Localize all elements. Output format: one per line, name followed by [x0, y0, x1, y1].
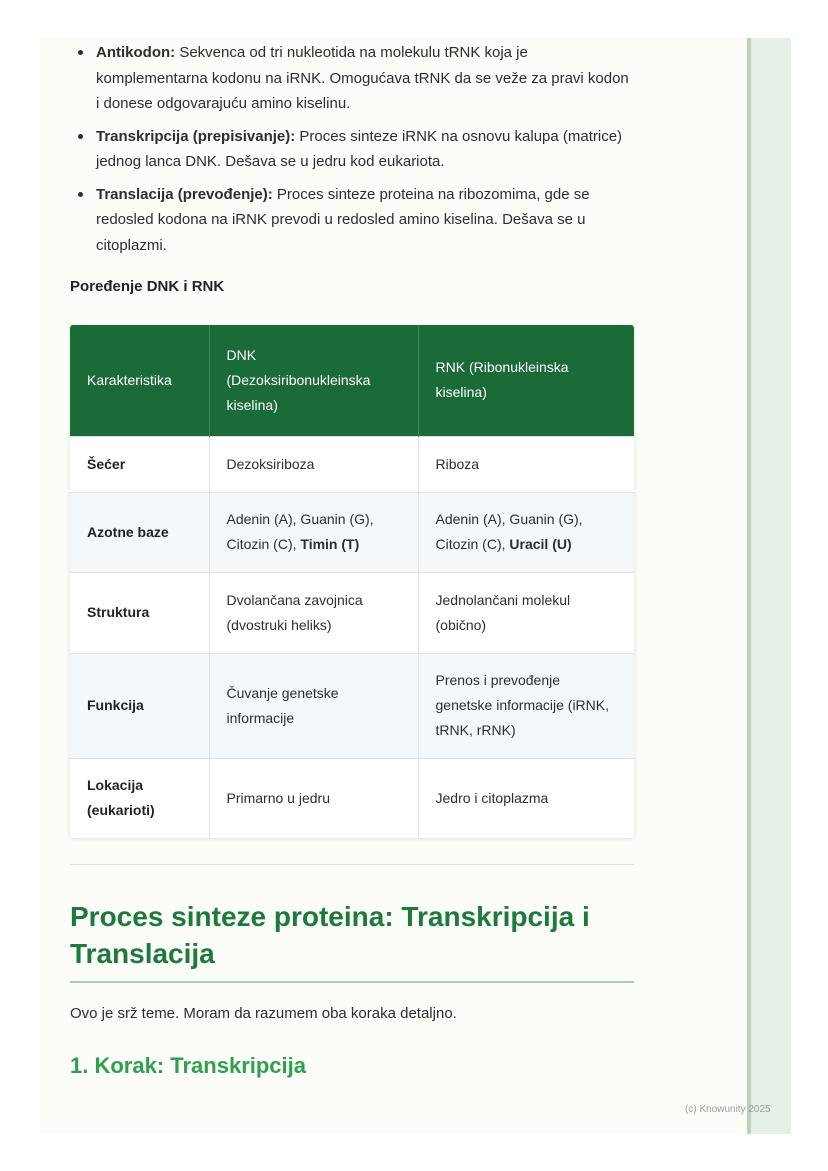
table-cell: Riboza	[418, 436, 634, 492]
row-header: Struktura	[70, 572, 209, 653]
column-header: Karakteristika	[70, 325, 209, 436]
column-header: RNK (Ribonukleinska kiselina)	[418, 325, 634, 436]
definition: Proces sinteze iRNK na osnovu kalupa (matrice) jednog lanca DNK. Dešava se u jedru kod eukariota.	[96, 127, 623, 170]
cell-text: Adenin (A), Guanin (G), Citozin (C),	[435, 511, 583, 552]
comparison-table	[70, 325, 634, 838]
table-cell	[209, 492, 418, 572]
side-panel	[748, 38, 791, 1134]
term: Translacija (prevođenje):	[96, 185, 273, 203]
table-cell	[418, 492, 634, 572]
cell-text: Adenin (A), Guanin (G), Citozin (C),	[226, 511, 374, 552]
step-title: 1. Korak: Transkripcija	[70, 1053, 306, 1078]
cell-emphasis: Timin (T)	[300, 536, 360, 552]
table-cell: Čuvanje genetske informacije	[209, 653, 418, 758]
definition: Sekvenca od tri nukleotida na molekulu tRNK koja je komplementarna kodonu na iRNK. Omogućava tRNK da se veže za pravi kodon i donese odgovarajuću amino kiselinu.	[96, 44, 629, 112]
table-row	[70, 436, 634, 492]
cell-emphasis: Uracil (U)	[509, 536, 572, 552]
section-title: Proces sinteze proteina: Transkripcija i Translacija	[70, 901, 590, 969]
term: Transkripcija (prepisivanje):	[96, 127, 296, 145]
table-cell: Dezoksiriboza	[209, 436, 418, 492]
list-item	[76, 182, 636, 259]
table-cell: Dvolančana zavojnica (dvostruki heliks)	[209, 572, 418, 653]
table-cell: Primarno u jedru	[209, 758, 418, 838]
table-cell: Jednolančani molekul (obično)	[418, 572, 634, 653]
side-divider	[747, 38, 751, 1134]
section-intro: Ovo je srž teme. Moram da razumem oba koraka detaljno.	[70, 1005, 457, 1022]
title-underline	[70, 981, 634, 983]
table-row	[70, 653, 634, 758]
row-header: Lokacija (eukarioti)	[70, 758, 209, 838]
table-cell: Prenos i prevođenje genetske informacije (iRNK, tRNK, rRNK)	[418, 653, 634, 758]
table-header-row	[70, 325, 634, 436]
list-item	[76, 40, 636, 117]
row-header: Funkcija	[70, 653, 209, 758]
table-cell: Jedro i citoplazma	[418, 758, 634, 838]
table-row	[70, 758, 634, 838]
copyright-footer: (c) Knowunity 2025	[685, 1104, 771, 1115]
table-row	[70, 572, 634, 653]
term: Antikodon:	[96, 44, 176, 61]
section-divider	[70, 864, 634, 865]
row-header: Azotne baze	[70, 492, 209, 572]
comparison-title: Poređenje DNK i RNK	[70, 278, 225, 295]
definition: Proces sinteze proteina na ribozomima, gde se redosled kodona na iRNK prevodi u redosled amino kiselina. Dešava se u citoplazmi.	[96, 185, 590, 254]
column-header: DNK (Dezoksiribonukleinska kiselina)	[209, 325, 418, 436]
list-item	[76, 124, 636, 175]
table-row	[70, 492, 634, 572]
row-header: Šećer	[70, 436, 209, 492]
definition-list	[76, 40, 636, 265]
